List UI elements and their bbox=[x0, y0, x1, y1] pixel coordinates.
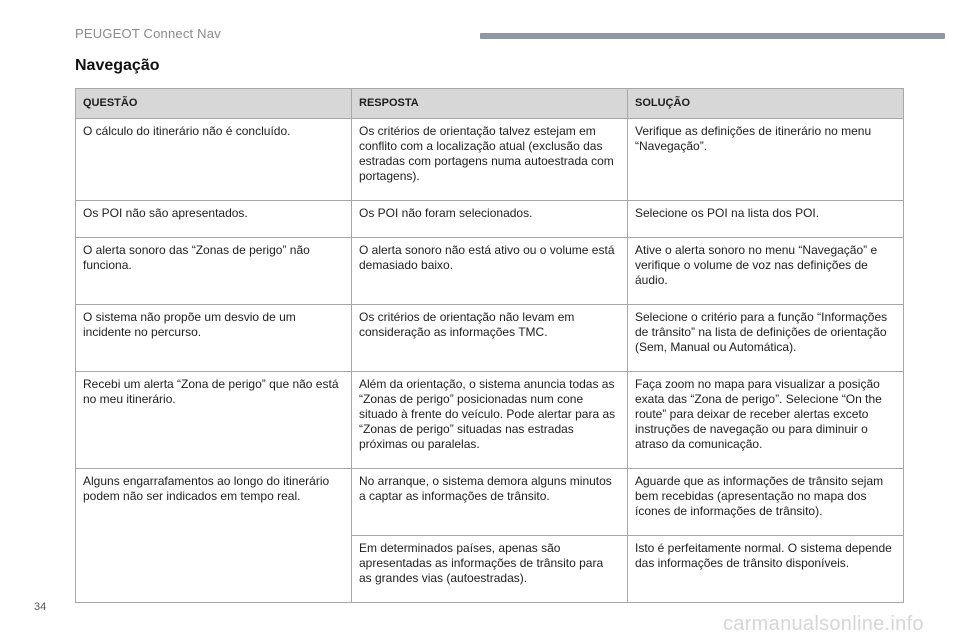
table-row bbox=[76, 201, 904, 238]
table-header-row bbox=[76, 89, 904, 119]
question-cell: Alguns engarrafamentos ao longo do itinerário podem não ser indicados em tempo real. bbox=[76, 469, 352, 603]
question-cell: Recebi um alerta “Zona de perigo” que não está no meu itinerário. bbox=[76, 372, 352, 469]
answer-cell: Em determinados países, apenas são apresentadas as informações de trânsito para as grandes vias (autoestradas). bbox=[352, 536, 628, 603]
solution-cell: Ative o alerta sonoro no menu “Navegação” e verifique o volume de voz nas definições de áudio. bbox=[628, 238, 904, 305]
solution-cell: Selecione o critério para a função “Informações de trânsito” na lista de definições de orientação (Sem, Manual ou Automática). bbox=[628, 305, 904, 372]
table-row bbox=[76, 372, 904, 469]
solution-cell: Faça zoom no mapa para visualizar a posição exata das “Zona de perigo”. Selecione “On the route” para deixar de receber alertas exceto instruções de navegação ou para diminuir o atraso da comunicação. bbox=[628, 372, 904, 469]
answer-cell: Os POI não foram selecionados. bbox=[352, 201, 628, 238]
watermark-text: carmanualsonline.info bbox=[723, 613, 924, 635]
answer-cell: Além da orientação, o sistema anuncia todas as “Zonas de perigo” posicionadas num cone situado à frente do veículo. Pode alertar para as “Zonas de perigo” situadas nas estradas próximas ou paralelas. bbox=[352, 372, 628, 469]
question-cell: O sistema não propõe um desvio de um incidente no percurso. bbox=[76, 305, 352, 372]
header-bar bbox=[480, 33, 945, 39]
solution-cell: Aguarde que as informações de trânsito sejam bem recebidas (apresentação no mapa dos ícones de informações de trânsito). bbox=[628, 469, 904, 536]
table-row bbox=[76, 119, 904, 201]
question-cell: O alerta sonoro das “Zonas de perigo” não funciona. bbox=[76, 238, 352, 305]
question-cell: O cálculo do itinerário não é concluído. bbox=[76, 119, 352, 201]
table-row bbox=[76, 305, 904, 372]
solution-cell: Isto é perfeitamente normal. O sistema depende das informações de trânsito disponíveis. bbox=[628, 536, 904, 603]
answer-cell: Os critérios de orientação não levam em consideração as informações TMC. bbox=[352, 305, 628, 372]
page-number: 34 bbox=[34, 601, 47, 613]
column-header-question: QUESTÃO bbox=[76, 89, 352, 119]
answer-cell: O alerta sonoro não está ativo ou o volume está demasiado baixo. bbox=[352, 238, 628, 305]
column-header-solution: SOLUÇÃO bbox=[628, 89, 904, 119]
answer-cell: No arranque, o sistema demora alguns minutos a captar as informações de trânsito. bbox=[352, 469, 628, 536]
table-row bbox=[76, 469, 904, 536]
solution-cell: Verifique as definições de itinerário no menu “Navegação”. bbox=[628, 119, 904, 201]
question-cell: Os POI não são apresentados. bbox=[76, 201, 352, 238]
section-title: Navegação bbox=[75, 57, 160, 74]
answer-cell: Os critérios de orientação talvez estejam em conflito com a localização atual (exclusão das estradas com portagens numa autoestrada com portagens). bbox=[352, 119, 628, 201]
solution-cell: Selecione os POI na lista dos POI. bbox=[628, 201, 904, 238]
table-row bbox=[76, 238, 904, 305]
header-brand-title: PEUGEOT Connect Nav bbox=[75, 26, 221, 41]
troubleshooting-table bbox=[75, 88, 904, 603]
column-header-answer: RESPOSTA bbox=[352, 89, 628, 119]
